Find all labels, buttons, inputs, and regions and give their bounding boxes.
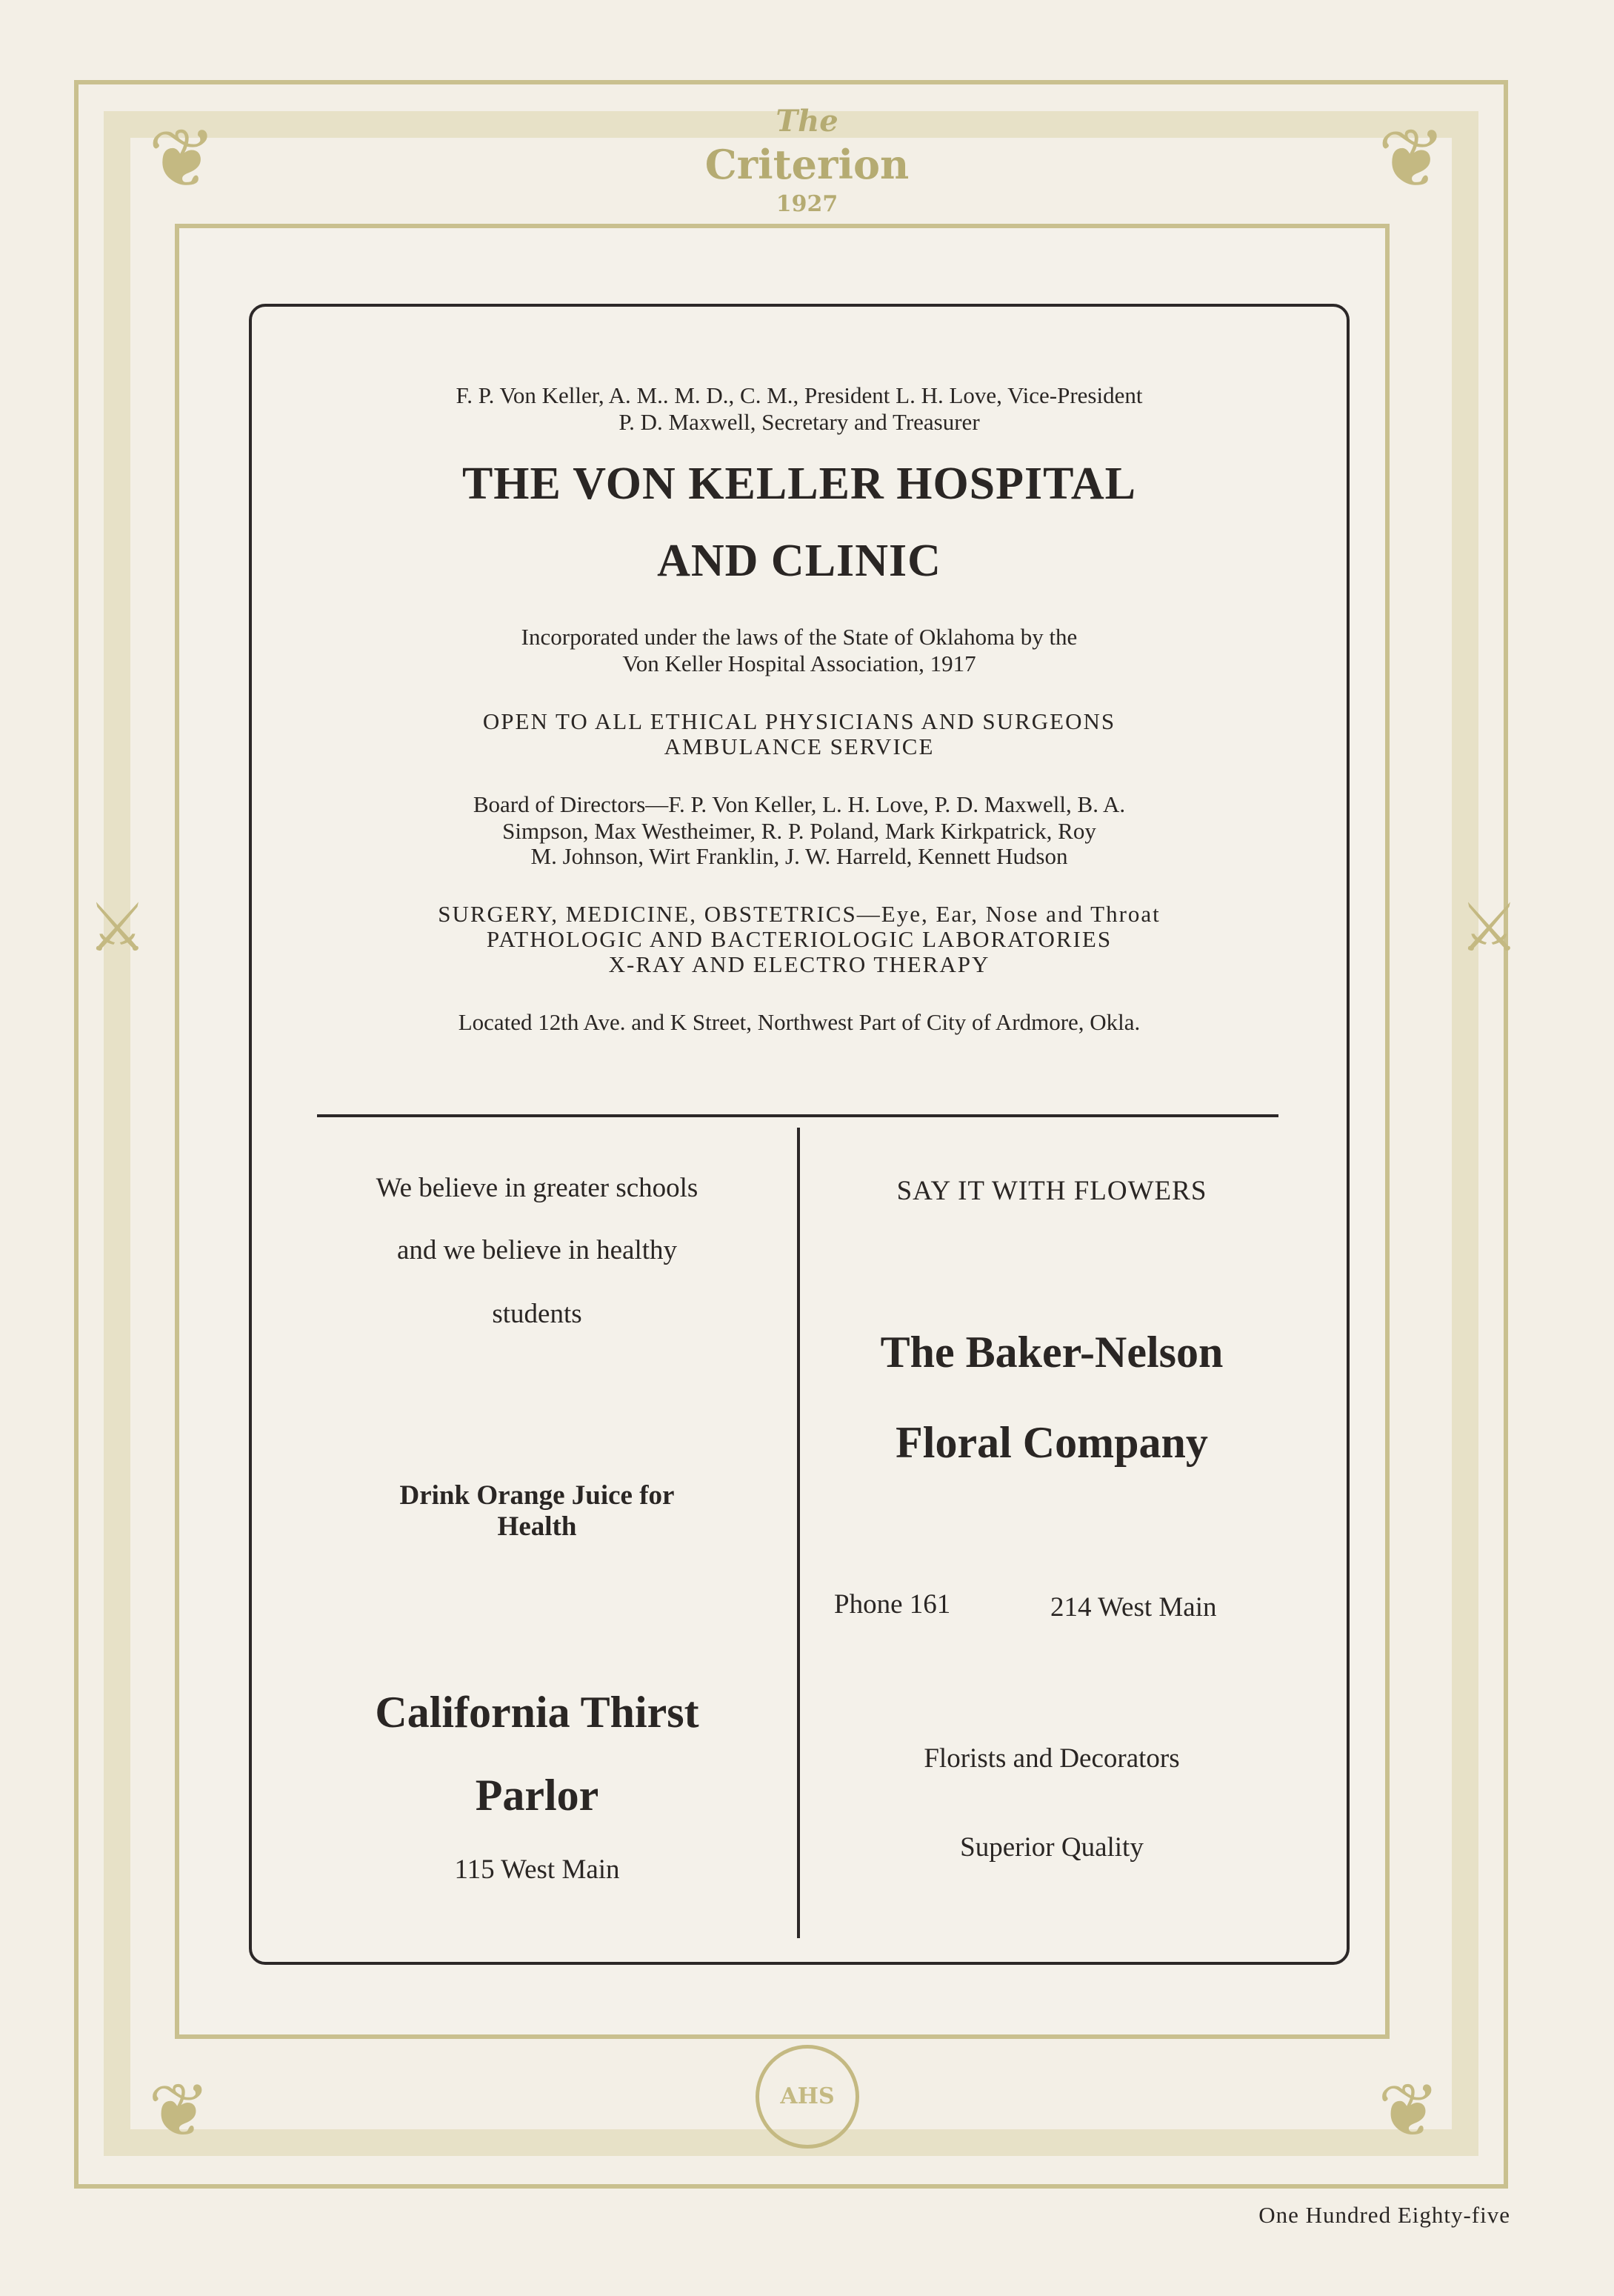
hospital-location: Located 12th Ave. and K Street, Northwest Part of City of Ardmore, Okla.	[458, 1009, 1141, 1035]
hospital-open-line2: AMBULANCE SERVICE	[664, 733, 935, 759]
hospital-title-line2: AND CLINIC	[657, 536, 941, 586]
florist-address: 214 West Main	[1050, 1592, 1217, 1623]
california-line3: students	[492, 1299, 582, 1329]
hospital-board-line3: M. Johnson, Wirt Franklin, J. W. Harreld, Kennett Hudson	[530, 843, 1068, 869]
header-year: 1927	[776, 191, 838, 217]
ornament-scroll-top-right-icon: ❦	[1378, 111, 1447, 206]
california-drink-line2: Health	[497, 1511, 577, 1542]
page-number: One Hundred Eighty-five	[1258, 2202, 1510, 2228]
section-divider-vertical	[797, 1128, 800, 1938]
ornament-spear-left-icon: ⚔	[87, 889, 147, 967]
hospital-incorporated-line1: Incorporated under the laws of the State of Oklahoma by the	[521, 624, 1078, 650]
hospital-officers-line2: P. D. Maxwell, Secretary and Treasurer	[618, 409, 980, 435]
header-criterion-title: Criterion	[704, 141, 910, 188]
header-the: The	[776, 104, 838, 139]
ornament-bottom-left-icon: ❦	[148, 2067, 210, 2154]
ornament-bottom-right-icon: ❦	[1378, 2067, 1440, 2154]
california-line2: and we believe in healthy	[396, 1235, 678, 1265]
ornament-scroll-top-left-icon: ❦	[148, 111, 217, 206]
hospital-board-line2: Simpson, Max Westheimer, R. P. Poland, Mark Kirkpatrick, Roy	[502, 818, 1096, 844]
florist-name-line2: Floral Company	[896, 1418, 1208, 1467]
florist-phone: Phone 161	[834, 1589, 951, 1620]
california-name-line1: California Thirst	[375, 1688, 699, 1737]
hospital-title-line1: THE VON KELLER HOSPITAL	[461, 459, 1137, 509]
hospital-services-line2: PATHOLOGIC AND BACTERIOLOGIC LABORATORIES	[486, 926, 1113, 952]
florist-tag2: Superior Quality	[960, 1832, 1144, 1863]
hospital-open-line1: OPEN TO ALL ETHICAL PHYSICIANS AND SURGEONS	[482, 708, 1116, 734]
florist-name-line1: The Baker-Nelson	[880, 1328, 1224, 1377]
hospital-board-line1: Board of Directors—F. P. Von Keller, L. H. Love, P. D. Maxwell, B. A.	[473, 791, 1126, 817]
florist-tag1: Florists and Decorators	[924, 1743, 1180, 1774]
california-line1: We believe in greater schools	[376, 1173, 698, 1203]
hospital-incorporated-line2: Von Keller Hospital Association, 1917	[622, 650, 976, 676]
hospital-services-line1: SURGERY, MEDICINE, OBSTETRICS—Eye, Ear, Nose and Throat	[438, 901, 1161, 927]
california-drink-line1: Drink Orange Juice for	[399, 1480, 675, 1511]
ornament-crest-bottom-icon: AHS	[756, 2045, 859, 2149]
ornament-spear-right-icon: ⚔	[1459, 889, 1519, 967]
california-name-line2: Parlor	[475, 1771, 599, 1820]
section-divider-horizontal	[317, 1114, 1278, 1117]
hospital-services-line3: X-RAY AND ELECTRO THERAPY	[608, 951, 990, 977]
florist-slogan: SAY IT WITH FLOWERS	[896, 1176, 1207, 1206]
california-address: 115 West Main	[454, 1854, 620, 1885]
hospital-officers-line1: F. P. Von Keller, A. M.. M. D., C. M., President L. H. Love, Vice-President	[456, 382, 1143, 408]
